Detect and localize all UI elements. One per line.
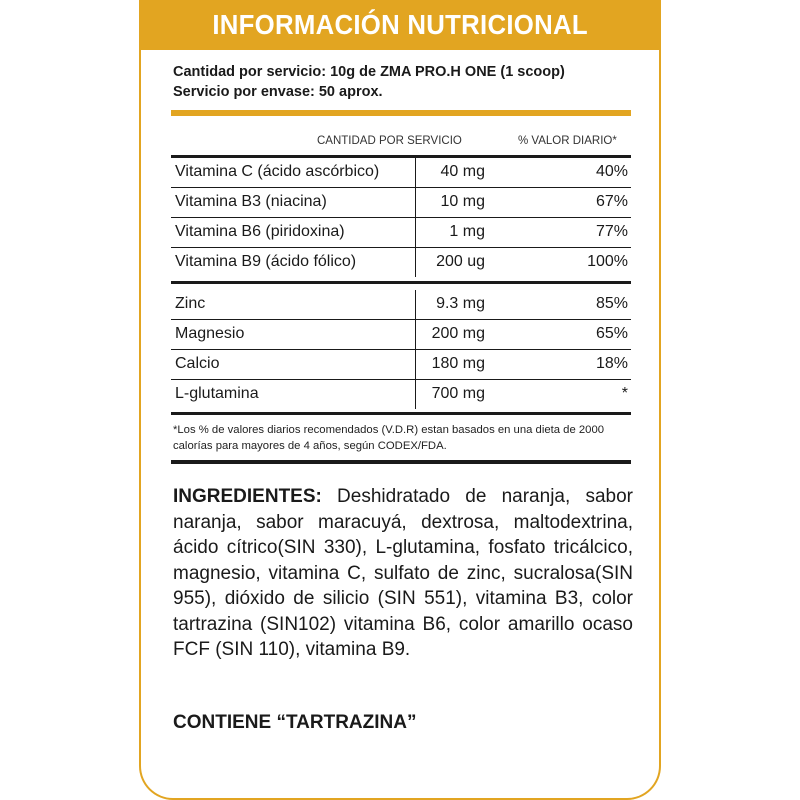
footnote-rule [171,412,631,415]
nutrient-amount: 200 ug [436,253,485,270]
nutrient-amount: 200 mg [431,325,485,342]
nutrient-daily-value: 85% [595,295,628,312]
nutrient-daily-value: 67% [595,193,628,210]
nutrient-name: Vitamina B6 (piridoxina) [175,223,345,240]
nutrient-daily-value: 18% [595,355,628,372]
table-row [171,350,631,380]
ingredients-label: INGREDIENTES: [173,486,338,507]
column-divider [415,320,416,349]
column-divider [415,248,416,277]
daily-value-footnote: *Los % de valores diarios recomendados (V.D.R) estan basados en una dieta de 2000 calorías para mayores de 4 años, según CODEX/FDA. [173,424,605,452]
table-row [171,320,631,350]
nutrient-name: Zinc [175,295,206,312]
serving-size: Cantidad por servicio: 10g de ZMA PRO.H ONE (1 scoop) [173,64,565,80]
servings-per-container: Servicio por envase: 50 aprox. [173,84,383,100]
nutrient-name: Vitamina B9 (ácido fólico) [175,253,357,270]
serving-info [173,62,633,102]
nutrient-daily-value: 100% [587,253,628,270]
column-header-amount: CANTIDAD POR SERVICIO [317,135,462,147]
nutrition-label-panel [139,0,661,800]
column-divider [415,350,416,379]
ingredients-block [173,484,633,663]
nutrient-name: Magnesio [175,325,245,342]
table-row [171,218,631,248]
nutrient-name: Vitamina B3 (niacina) [175,193,327,210]
section-rule [171,281,631,284]
accent-divider [171,110,631,116]
nutrient-daily-value: 77% [595,223,628,240]
nutrient-amount: 180 mg [431,355,485,372]
column-divider [415,158,416,187]
column-divider [415,188,416,217]
minerals-table [171,290,631,409]
table-row [171,290,631,320]
column-divider [415,218,416,247]
column-headers [171,135,631,151]
nutrient-amount: 40 mg [440,163,485,180]
nutrient-amount: 9.3 mg [436,295,485,312]
nutrient-amount: 10 mg [440,193,485,210]
nutrient-name: Calcio [175,355,220,372]
column-divider [415,380,416,409]
table-row [171,188,631,218]
allergen-warning: CONTIENE “TARTRAZINA” [173,712,417,733]
nutrient-name: Vitamina C (ácido ascórbico) [175,163,380,180]
column-header-daily-value: % VALOR DIARIO* [518,135,617,147]
table-row [171,248,631,277]
label-title: INFORMACIÓN NUTRICIONAL [212,9,588,40]
nutrient-daily-value: 65% [595,325,628,342]
table-bottom-rule [171,460,631,464]
column-divider [415,290,416,319]
nutrient-daily-value: 40% [595,163,628,180]
ingredients-text: Deshidratado de naranja, sabor naranja, sabor maracuyá, dextrosa, maltodextrina, ácido cítrico(SIN 330), L-glutamina, fosfato tricálcico, magnesio, vitamina C, sulfato de zinc, sucralosa(SIN 955), dióxido de silicio (SIN 551), vitamina B3, color tartrazina (SIN102) vitamina B6, color amarillo ocaso FCF (SIN 110), vitamina B9. [173,486,633,660]
header-bar [141,0,659,50]
table-row [171,158,631,188]
nutrient-daily-value: * [621,385,628,402]
nutrient-amount: 1 mg [449,223,485,240]
table-row [171,380,631,409]
vitamins-table [171,158,631,277]
nutrient-name: L-glutamina [175,385,259,402]
nutrient-amount: 700 mg [431,385,485,402]
